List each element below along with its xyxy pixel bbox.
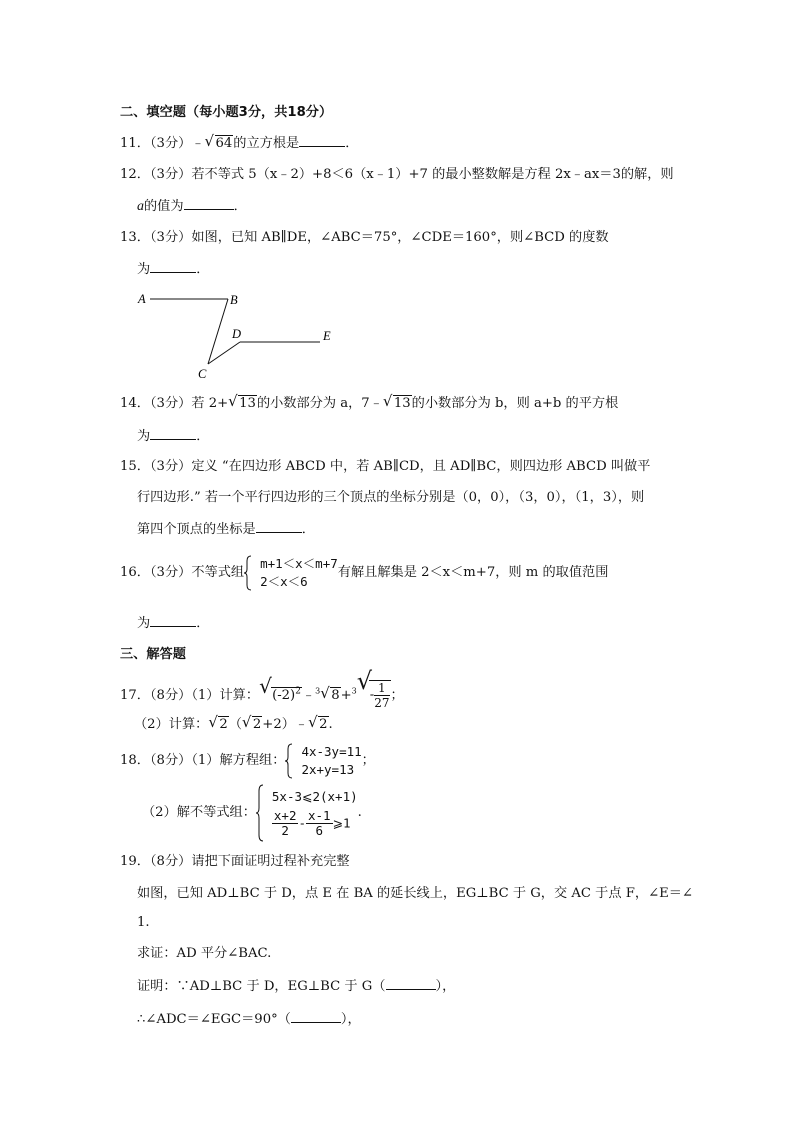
q19-reason-blank-1[interactable] (386, 977, 436, 990)
question-16-line2 (137, 614, 209, 633)
q13-answer-blank[interactable] (150, 260, 196, 273)
question-17-part2 (134, 713, 333, 734)
q18-end: . (357, 805, 362, 820)
q15-text3: 第四个顶点的坐标是 (137, 522, 256, 537)
q18-number: 18．（8分） (120, 753, 192, 768)
q17-text2: （2）计算： (134, 717, 209, 732)
q11-text: 的立方根是 (233, 136, 300, 151)
segment-bc (208, 299, 228, 364)
q14-sqrt-1: √ 13 (228, 392, 256, 411)
q17-radicand-3: 2 (219, 717, 228, 732)
label-a: A (138, 292, 146, 306)
q16-system (252, 555, 338, 591)
q12-var: a (137, 199, 144, 214)
question-16 (120, 555, 608, 591)
q18-text1: （1）解方程组： (191, 753, 286, 768)
label-d: D (232, 327, 242, 341)
q19-given-line1: 如图，已知 AD⊥BC 于 D，点 E 在 BA 的延长线上，EG⊥BC 于 G，交 AC 于点 F，∠E＝∠ (137, 886, 693, 901)
q17-paren: （ (228, 717, 242, 732)
q14-end: ． (196, 429, 210, 444)
q18-eq-2: 2x+y=13 (301, 762, 355, 777)
q17-plus: + (340, 688, 352, 703)
question-18-part2 (142, 784, 362, 842)
q18-text2: （2）解不等式组： (142, 805, 256, 820)
segment-cd (208, 342, 240, 364)
q17-end: . (328, 717, 333, 732)
q17-frac-num: 1 (374, 681, 389, 696)
q17-cbrt-1: √ 8 (320, 684, 340, 703)
q17-sqrt-3: √ 2 (208, 713, 228, 732)
q17-frac-den: 27 (374, 696, 390, 710)
q18-brace-2 (256, 784, 264, 842)
q18-minus: - (298, 815, 306, 830)
q18-equations (293, 743, 361, 779)
question-17 (120, 667, 404, 710)
q17-number: 17．（8分） (120, 688, 192, 703)
question-11 (120, 134, 358, 153)
q19-proof-text3: ∴∠ADC＝∠EGC＝90°（ (137, 1012, 291, 1027)
question-13 (120, 229, 609, 247)
q15-line1: 定义 “在四边形 ABCD 中，若 AB∥CD，且 AD∥BC，则四边形 ABCD 叫做平 (191, 459, 651, 474)
q14-radicand-1: 13 (239, 396, 256, 411)
q19-prove: 求证：AD 平分∠BAC. (137, 946, 272, 961)
q16-text1: 不等式组 (191, 565, 245, 580)
q18-frac1-den: 2 (281, 822, 289, 838)
q16-text2: 有解且解集是 2＜x＜m+7，则 m 的取值范围 (337, 565, 609, 580)
q19-proof-line2 (137, 1010, 361, 1029)
q13-number: 13．（3分） (120, 230, 192, 245)
q17-neg: - (369, 687, 375, 703)
q17-sqrt-4: √ 2 (241, 713, 262, 732)
q11-answer-blank[interactable] (299, 134, 345, 147)
q17-text3: +2）﹣ (262, 717, 309, 732)
question-15-line2: 行四边形.” 若一个平行四边形的三个顶点的坐标分别是（0，0），（3，0），（1，3），则 (137, 490, 645, 505)
q17-semicolon: ； (390, 688, 404, 703)
q12-answer-blank[interactable] (184, 197, 234, 210)
q17-text1: （1）计算： (191, 688, 260, 703)
question-15-line3 (137, 520, 315, 539)
section-3-title: 三、解答题 (120, 647, 186, 662)
q13-figure (136, 286, 346, 382)
q17-minus: ﹣ (301, 688, 316, 703)
q14-radicand-2: 13 (393, 396, 411, 411)
q14-text3: 的小数部分为 b，则 a+b 的平方根 (411, 396, 619, 411)
q17-exponent: 2 (295, 686, 301, 697)
q17-cbrt-2: √ - $\frac{1}{27}$ (356, 667, 390, 710)
q19-proof-line1 (137, 977, 455, 996)
q17-index-2: 3 (351, 686, 357, 696)
q12-line1: 若不等式 5（x﹣2）+8＜6（x﹣1）+7 的最小整数解是方程 2x﹣ax＝3的解，则 (191, 167, 674, 182)
q17-radicand-1: (-2) (272, 688, 296, 703)
q17-sqrt-5: √ 2 (308, 713, 328, 732)
q19-proof-text4: ）， (340, 1012, 361, 1027)
q15-end: ． (301, 522, 315, 537)
q18-frac1-num: x+2 (273, 807, 297, 823)
q18-frac2-num: x-1 (308, 807, 331, 823)
q16-answer-blank[interactable] (150, 614, 196, 627)
q19-instruction: 请把下面证明过程补充完整 (191, 854, 350, 869)
question-14 (120, 392, 619, 413)
q16-ineq-1: m+1＜x＜m+7 (260, 556, 338, 571)
label-b: B (230, 293, 238, 307)
q17-radicand-2: 8 (331, 688, 340, 703)
q18-brace-1 (285, 743, 293, 779)
q14-number: 14．（3分） (120, 396, 192, 411)
q16-end: ． (196, 616, 210, 631)
label-c: C (198, 367, 207, 381)
q12-number: 12．（3分） (120, 167, 192, 182)
q11-sqrt: √ 64 (204, 132, 233, 151)
q13-text2: 为 (137, 262, 151, 277)
label-e: E (323, 329, 331, 343)
q12-text2: 的值为 (144, 199, 184, 214)
q16-ineq-2: 2＜x＜6 (260, 574, 308, 589)
q18-inequalities (264, 789, 358, 838)
q17-radicand-5: 2 (319, 717, 328, 732)
q16-number: 16．（3分） (120, 565, 192, 580)
section-2-title: 二、填空题（每小题3分，共18分） (120, 105, 333, 120)
q14-sqrt-2: √ 13 (382, 392, 411, 411)
q14-text4: 为 (137, 429, 151, 444)
q11-end: ． (345, 136, 359, 151)
q11-minus: ﹣ (191, 136, 205, 151)
q15-number: 15．（3分） (120, 459, 192, 474)
q18-ge: ⩾1 (332, 815, 351, 830)
q14-answer-blank[interactable] (150, 427, 196, 440)
q17-sqrt-1: √ $(-2)^2$ (259, 673, 301, 703)
q13-line1: 如图，已知 AB∥DE，∠ABC＝75°，∠CDE＝160°，则∠BCD 的度数 (191, 230, 609, 245)
question-15 (120, 458, 650, 476)
q11-number: 11．（3分） (120, 136, 192, 151)
q11-radicand: 64 (215, 136, 233, 151)
question-19 (120, 853, 350, 871)
q18-eq-1: 4x-3y=11 (301, 744, 362, 759)
q15-answer-blank[interactable] (256, 520, 302, 533)
question-12 (120, 166, 674, 184)
q18-semicolon: ； (361, 753, 375, 768)
q17-radicand-4: 2 (252, 717, 262, 732)
q14-text1: 若 2+ (191, 396, 229, 411)
q19-number: 19．（8分） (120, 854, 192, 869)
q19-proof-text2: ）， (435, 979, 456, 994)
q13-end: ． (196, 262, 210, 277)
question-13-line2 (137, 260, 209, 279)
q12-end: ． (233, 199, 247, 214)
q19-given-line2: 1. (137, 915, 150, 930)
q14-text2: 的小数部分为 a，7﹣ (256, 396, 383, 411)
q16-brace (244, 555, 252, 591)
q16-text3: 为 (137, 616, 151, 631)
q18-frac2-den: 6 (315, 822, 324, 838)
question-12-line2 (137, 197, 247, 216)
q18-ineq-1: 5x-3⩽2(x+1) (271, 788, 358, 804)
question-14-line2 (137, 427, 209, 446)
q19-proof-text1: 证明：∵AD⊥BC 于 D，EG⊥BC 于 G（ (137, 979, 386, 994)
q19-reason-blank-2[interactable] (291, 1010, 341, 1023)
question-18 (120, 743, 375, 779)
q17-index-1: 3 (315, 686, 321, 696)
